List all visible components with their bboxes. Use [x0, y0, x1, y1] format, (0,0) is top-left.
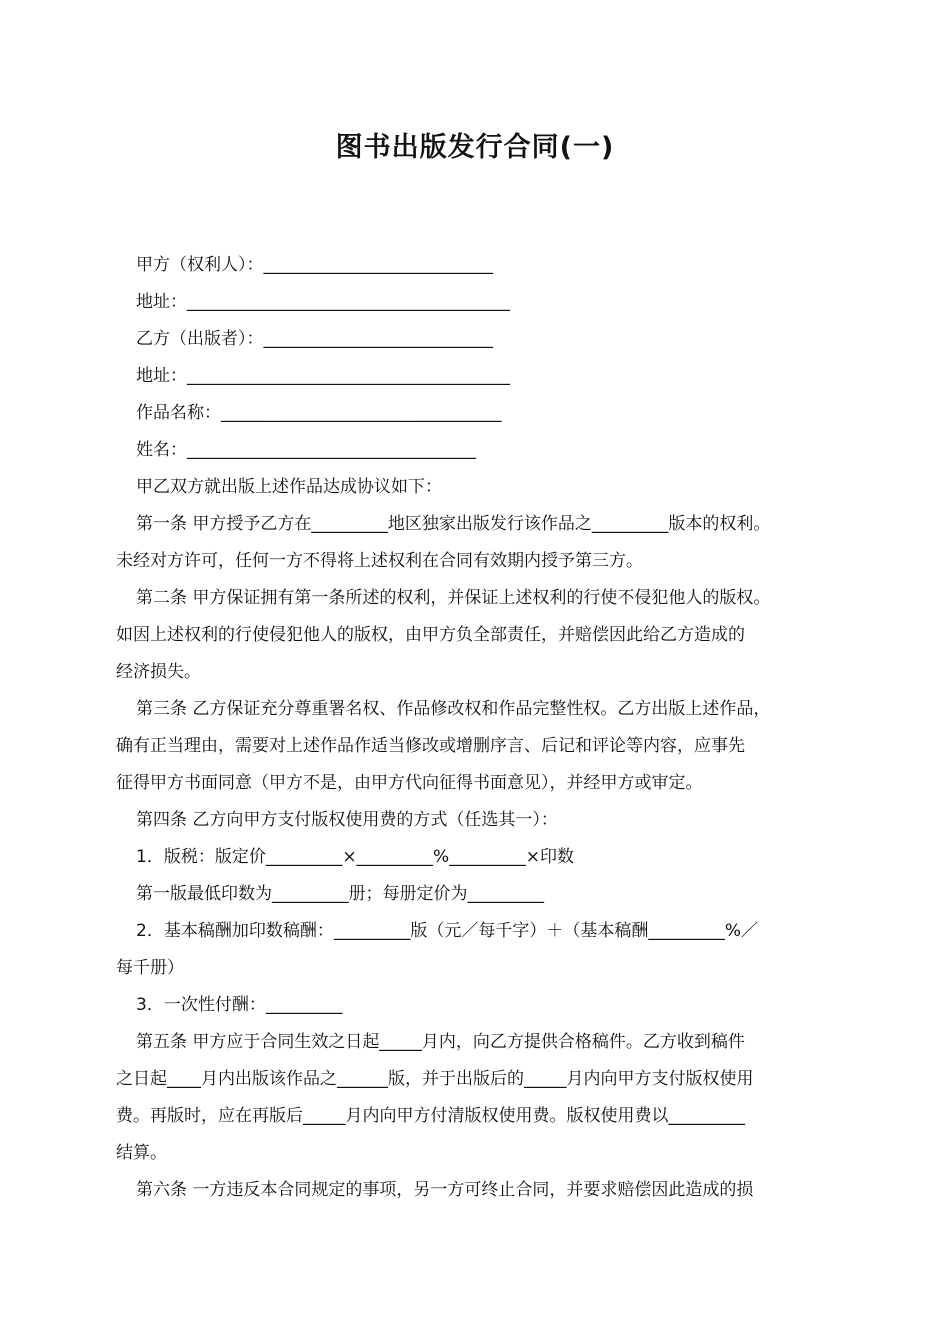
- clause-line: 1．版税：版定价_________×_________%_________×印数: [136, 847, 574, 867]
- clause-6: [116, 1172, 846, 1209]
- clause-line: 第一版最低印数为_________册；每册定价为_________: [136, 884, 544, 904]
- clause-line: 2．基本稿酬加印数稿酬：_________版（元／每千字）＋（基本稿酬_________%／: [136, 921, 758, 941]
- clause-line: 第五条 甲方应于合同生效之日起_____月内，向乙方提供合格稿件。乙方收到稿件: [136, 1032, 745, 1052]
- clause-line: 第六条 一方违反本合同规定的事项，另一方可终止合同，并要求赔偿因此造成的损: [136, 1180, 754, 1200]
- clause-line: 征得甲方书面同意（甲方不是，由甲方代向征得书面意见），并经甲方或审定。: [116, 773, 703, 793]
- party-a-address-field: 地址：______________________________________: [136, 292, 510, 312]
- clause-line: 确有正当理由，需要对上述作品作适当修改或增删序言、后记和评论等内容，应事先: [116, 736, 745, 756]
- document-body: [116, 247, 846, 1209]
- clause-line: 未经对方许可，任何一方不得将上述权利在合同有效期内授予第三方。: [116, 551, 643, 571]
- work-title-field: 作品名称：_________________________________: [136, 403, 502, 423]
- clause-line: 第二条 甲方保证拥有第一条所述的权利，并保证上述权利的行使不侵犯他人的版权。: [136, 588, 771, 608]
- name-field: 姓名：__________________________________: [136, 440, 476, 460]
- payment-option-3: [116, 987, 846, 1024]
- intro-text: 甲乙双方就出版上述作品达成协议如下：: [136, 477, 442, 497]
- clause-5: [116, 1024, 846, 1172]
- party-b-address-field: 地址：______________________________________: [136, 366, 510, 386]
- clause-3: [116, 691, 846, 802]
- clause-line: 如因上述权利的行使侵犯他人的版权，由甲方负全部责任，并赔偿因此给乙方造成的: [116, 625, 745, 645]
- clause-line: 3．一次性付酬：_________: [136, 995, 343, 1015]
- clause-line: 每千册）: [116, 958, 184, 978]
- first-edition-line: [116, 876, 846, 913]
- payment-option-2: [116, 913, 846, 987]
- clause-line: 经济损失。: [116, 662, 201, 682]
- clause-1: [116, 506, 846, 580]
- payment-option-1: [116, 839, 846, 876]
- clause-line: 第三条 乙方保证充分尊重署名权、作品修改权和作品完整性权。乙方出版上述作品，: [136, 699, 771, 719]
- clause-line: 第一条 甲方授予乙方在_________地区独家出版发行该作品之_________版本的权利。: [136, 514, 771, 534]
- party-b-field: 乙方（出版者）：___________________________: [136, 329, 493, 349]
- clause-line: 第四条 乙方向甲方支付版权使用费的方式（任选其一）：: [136, 810, 558, 830]
- clause-4: [116, 802, 846, 839]
- clause-2: [116, 580, 846, 691]
- clause-line: 费。再版时，应在再版后_____月内向甲方付清版权使用费。版权使用费以_________: [116, 1106, 745, 1126]
- clause-line: 之日起____月内出版该作品之______版，并于出版后的_____月内向甲方支付版权使用: [116, 1069, 754, 1089]
- document-title: 图书出版发行合同(一): [335, 132, 615, 163]
- party-a-field: 甲方（权利人）：___________________________: [136, 255, 493, 275]
- clause-line: 结算。: [116, 1143, 167, 1163]
